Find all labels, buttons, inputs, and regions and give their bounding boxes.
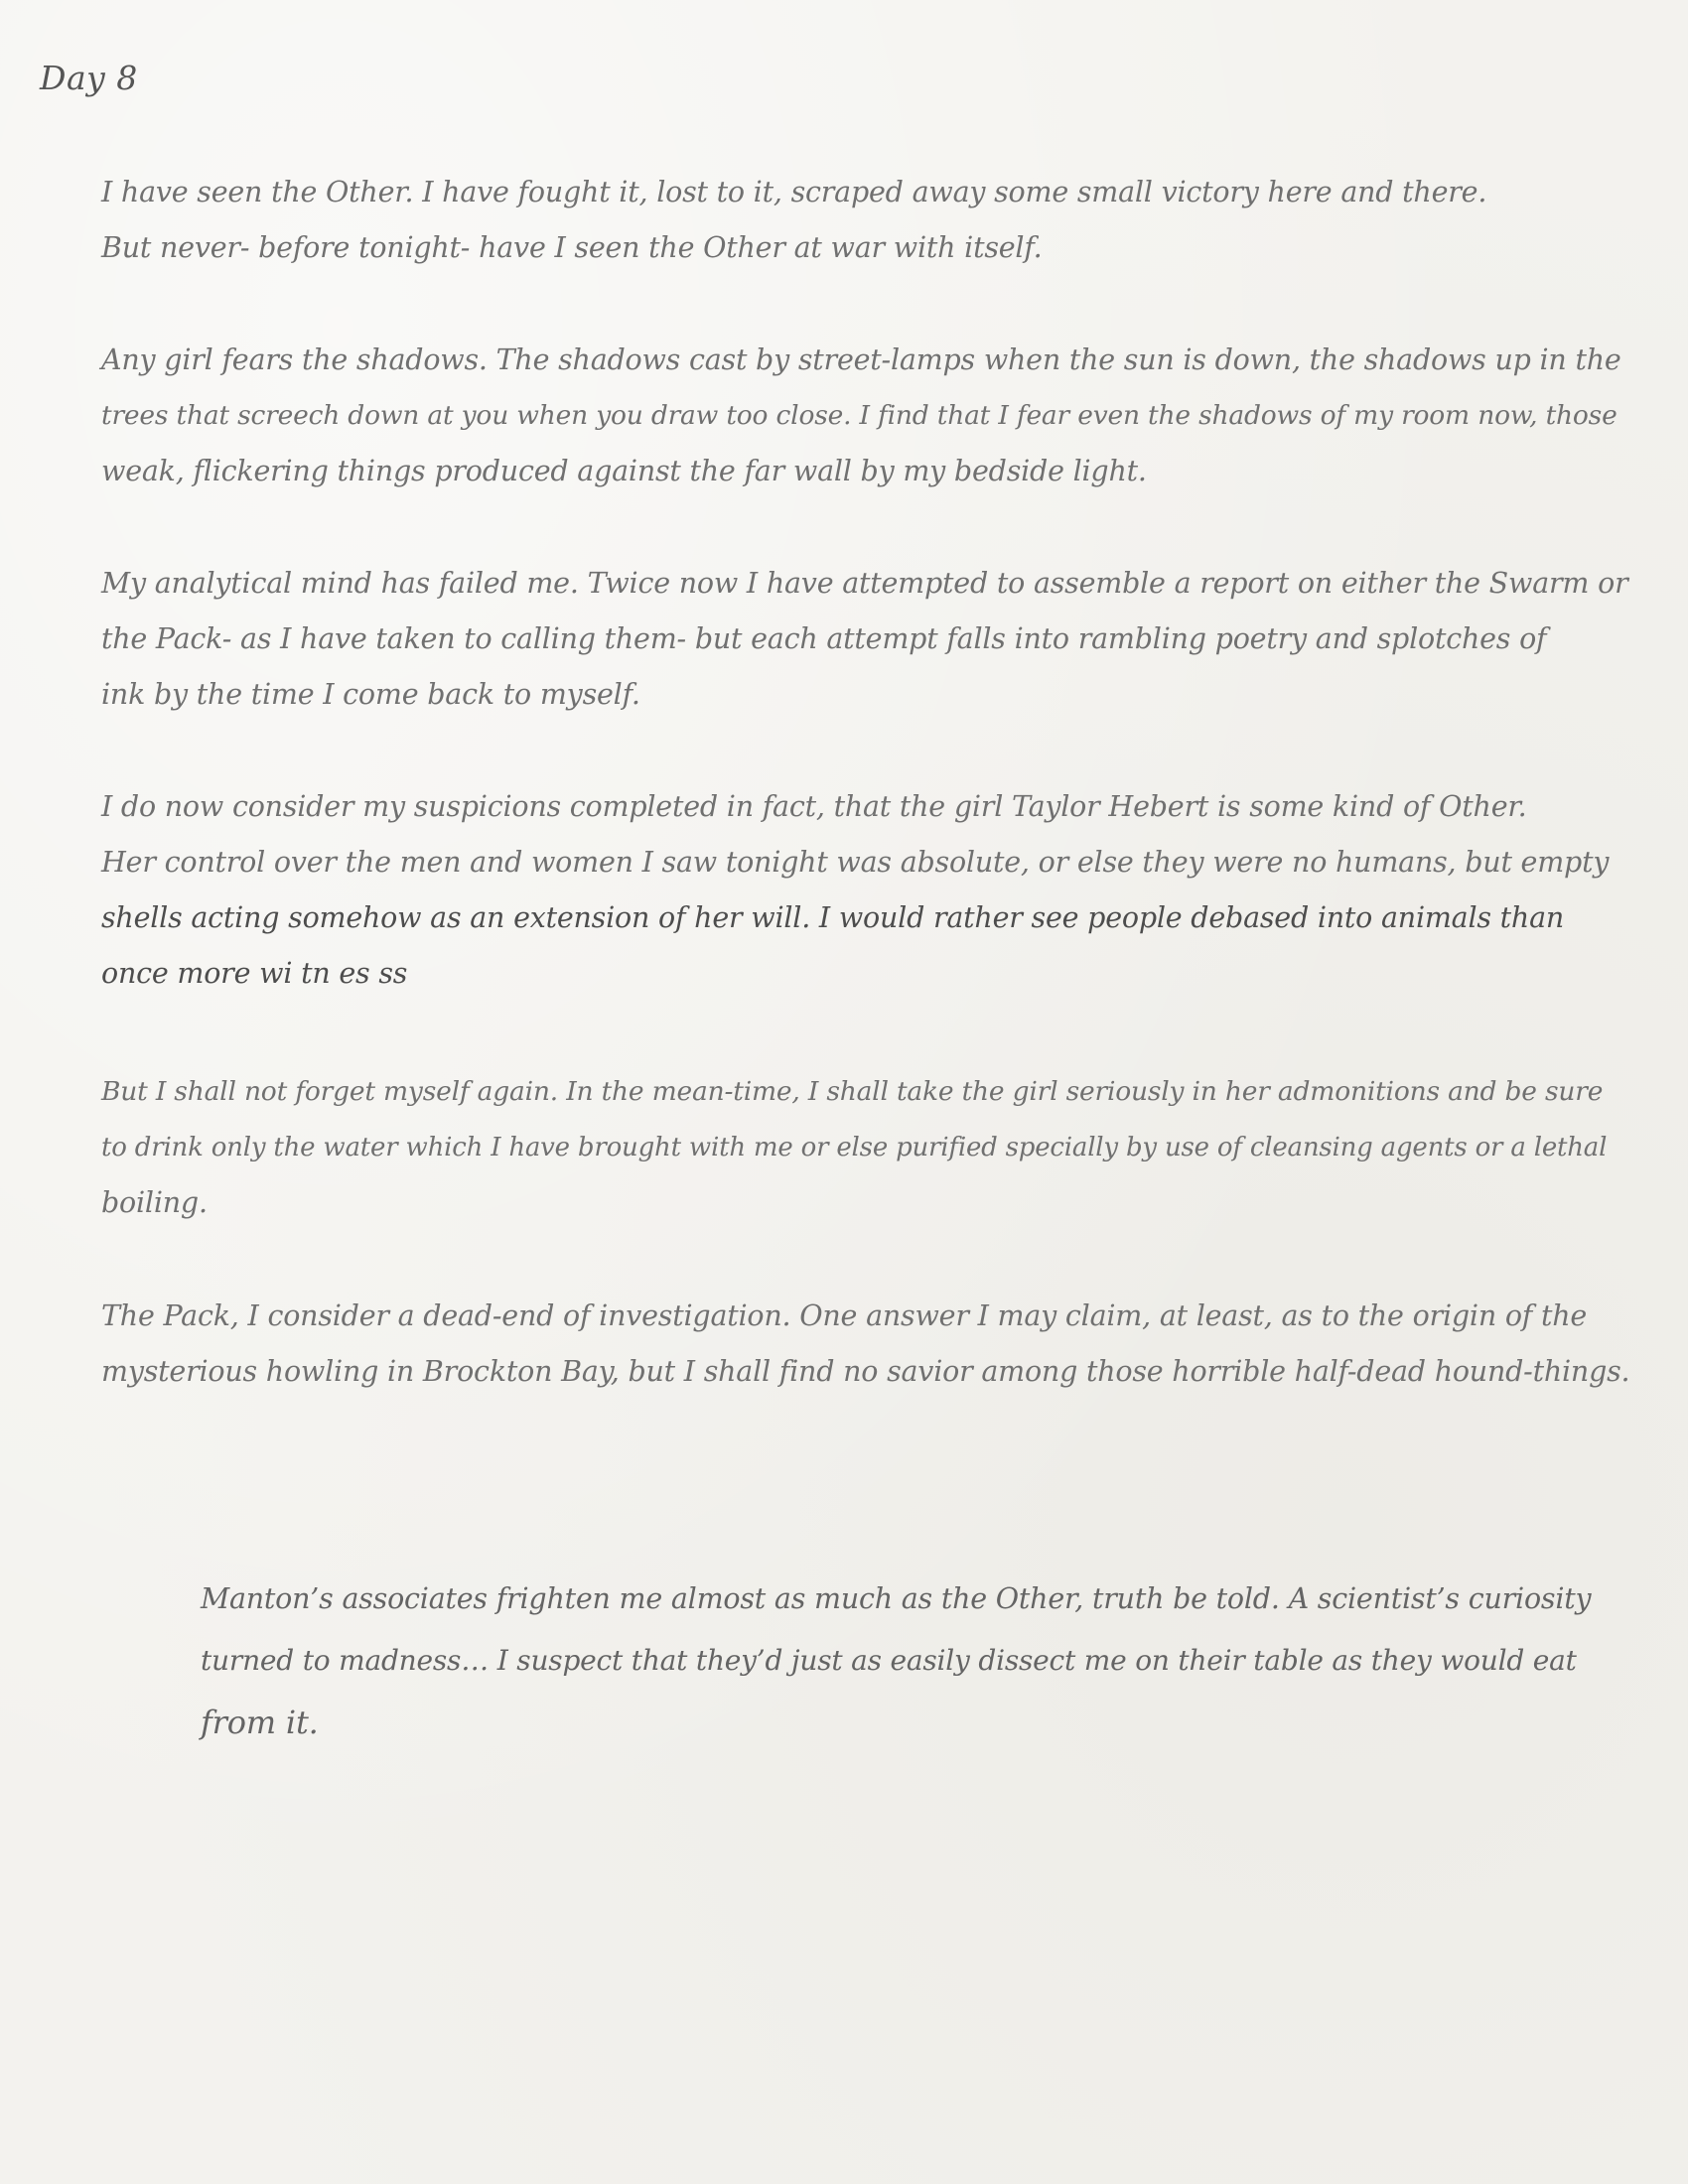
paragraph-line: mysterious howling in Brockton Bay, but I shall find no savior among those horrible half-dead hound-things. <box>101 1355 1630 1388</box>
margin-note <box>201 1569 1591 1753</box>
paragraph-line: trees that screech down at you when you draw too close. I find that I fear even the shadows of my room now, those <box>101 400 1618 431</box>
margin-note-line: Manton’s associates frighten me almost as much as the Other, truth be told. A scientist’s curiosity <box>201 1582 1592 1615</box>
paragraph-line: I have seen the Other. I have fought it, lost to it, scraped away some small victory here and there. <box>101 176 1487 208</box>
margin-note-line: turned to madness… I suspect that they’d just as easily dissect me on their table as they would eat <box>201 1644 1577 1677</box>
paragraph-line: I do now consider my suspicions completed in fact, that the girl Taylor Hebert is some kind of Other. <box>101 790 1527 823</box>
paragraph-line: But never- before tonight- have I seen the Other at war with itself. <box>101 231 1043 264</box>
paragraph-1 <box>101 165 1630 276</box>
paragraph-line: ink by the time I come back to myself. <box>101 678 640 711</box>
paragraph-line: the Pack- as I have taken to calling them- but each attempt falls into rambling poetry and splotches of <box>101 622 1547 655</box>
paragraph-line: The Pack, I consider a dead-end of investigation. One answer I may claim, at least, as to the origin of the <box>101 1299 1588 1332</box>
paragraph-line: weak, flickering things produced against the far wall by my bedside light. <box>101 455 1147 487</box>
paragraph-2 <box>101 333 1630 499</box>
paragraph-4 <box>101 779 1630 1002</box>
paragraph-5 <box>101 1064 1630 1231</box>
paragraph-line: My analytical mind has failed me. Twice now I have attempted to assemble a report on either the Swarm or <box>101 567 1628 600</box>
paragraph-line: shells acting somehow as an extension of her will. I would rather see people debased into animals than <box>101 901 1565 934</box>
paragraph-6 <box>101 1289 1630 1400</box>
paragraph-line: Any girl fears the shadows. The shadows cast by street-lamps when the sun is down, the shadows up in the <box>101 343 1621 376</box>
margin-note-line: from it. <box>201 1704 319 1741</box>
paragraph-line: to drink only the water which I have brought with me or else purified specially by use of cleansing agents or a lethal <box>101 1133 1608 1162</box>
paragraph-line-trailing-off: once more wi tn es ss <box>101 957 408 990</box>
paragraph-line: boiling. <box>101 1186 208 1219</box>
paragraph-line: But I shall not forget myself again. In the mean-time, I shall take the girl seriously in her admonitions and be sure <box>101 1076 1604 1107</box>
paragraph-line: Her control over the men and women I saw tonight was absolute, or else they were no humans, but empty <box>101 846 1610 879</box>
paragraph-3 <box>101 556 1630 723</box>
day-heading: Day 8 <box>40 59 138 97</box>
